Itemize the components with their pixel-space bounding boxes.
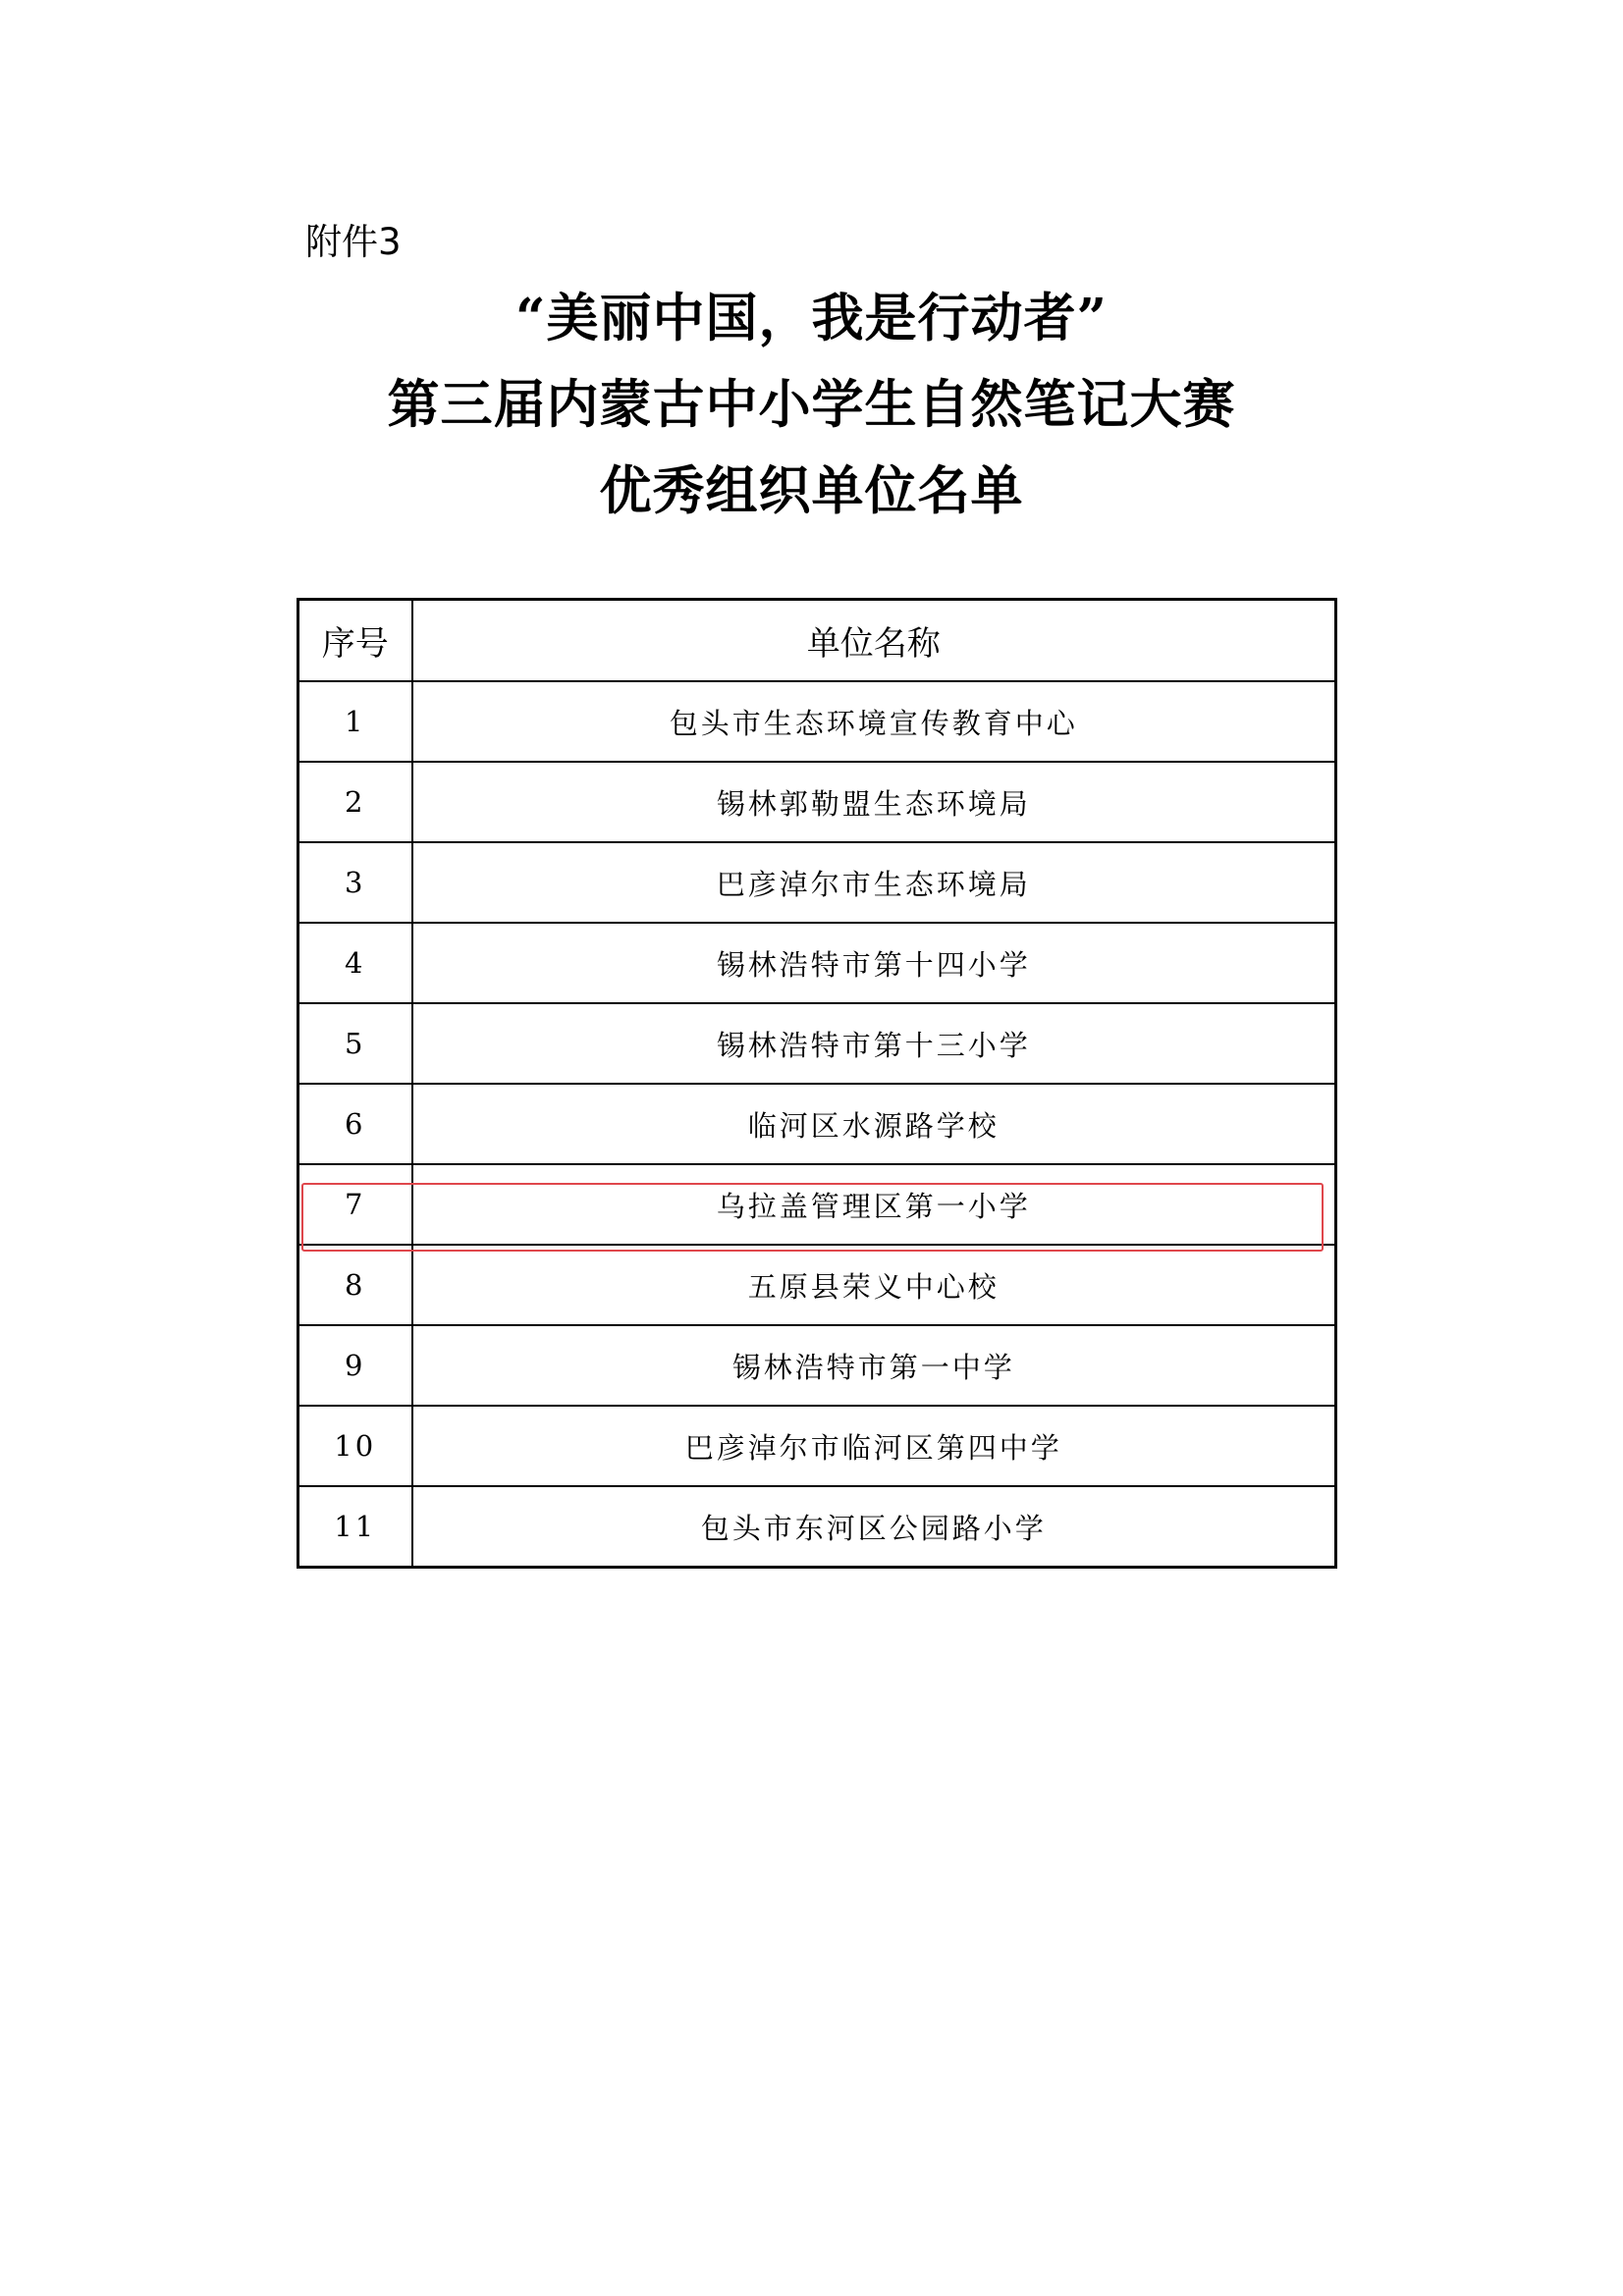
table-row-highlighted — [298, 1164, 1336, 1245]
table-row — [298, 1084, 1336, 1164]
document-title — [0, 275, 1623, 534]
unit-name: 乌拉盖管理区第一小学 — [412, 1164, 1336, 1245]
header-number: 序号 — [298, 600, 412, 682]
unit-name: 包头市生态环境宣传教育中心 — [412, 681, 1336, 762]
row-number: 1 — [298, 681, 412, 762]
row-number: 5 — [298, 1003, 412, 1084]
table-row — [298, 923, 1336, 1003]
row-number: 10 — [298, 1406, 412, 1486]
table-row — [298, 842, 1336, 923]
title-line-2: 第三届内蒙古中小学生自然笔记大赛 — [387, 374, 1236, 435]
row-number: 9 — [298, 1325, 412, 1406]
table-row — [298, 1245, 1336, 1325]
table-row — [298, 1486, 1336, 1568]
table-row — [298, 681, 1336, 762]
row-number: 6 — [298, 1084, 412, 1164]
header-unit-name: 单位名称 — [412, 600, 1336, 682]
unit-name: 锡林浩特市第十三小学 — [412, 1003, 1336, 1084]
unit-name: 锡林浩特市第十四小学 — [412, 923, 1336, 1003]
unit-name: 临河区水源路学校 — [412, 1084, 1336, 1164]
row-number: 11 — [298, 1486, 412, 1568]
row-number: 7 — [298, 1164, 412, 1245]
unit-name: 包头市东河区公园路小学 — [412, 1486, 1336, 1568]
unit-name: 巴彦淖尔市生态环境局 — [412, 842, 1336, 923]
unit-name: 巴彦淖尔市临河区第四中学 — [412, 1406, 1336, 1486]
table-row — [298, 1003, 1336, 1084]
unit-name: 锡林浩特市第一中学 — [412, 1325, 1336, 1406]
table-row — [298, 1325, 1336, 1406]
attachment-label: 附件3 — [305, 221, 402, 263]
title-line-3: 优秀组织单位名单 — [599, 460, 1024, 521]
table-row — [298, 1406, 1336, 1486]
unit-name: 五原县荣义中心校 — [412, 1245, 1336, 1325]
row-number: 2 — [298, 762, 412, 842]
unit-name: 锡林郭勒盟生态环境局 — [412, 762, 1336, 842]
units-table — [297, 598, 1337, 1569]
row-number: 8 — [298, 1245, 412, 1325]
title-line-1: “美丽中国，我是行动者” — [515, 288, 1108, 348]
row-number: 4 — [298, 923, 412, 1003]
row-number: 3 — [298, 842, 412, 923]
table-row — [298, 762, 1336, 842]
table-header-row — [298, 600, 1336, 682]
